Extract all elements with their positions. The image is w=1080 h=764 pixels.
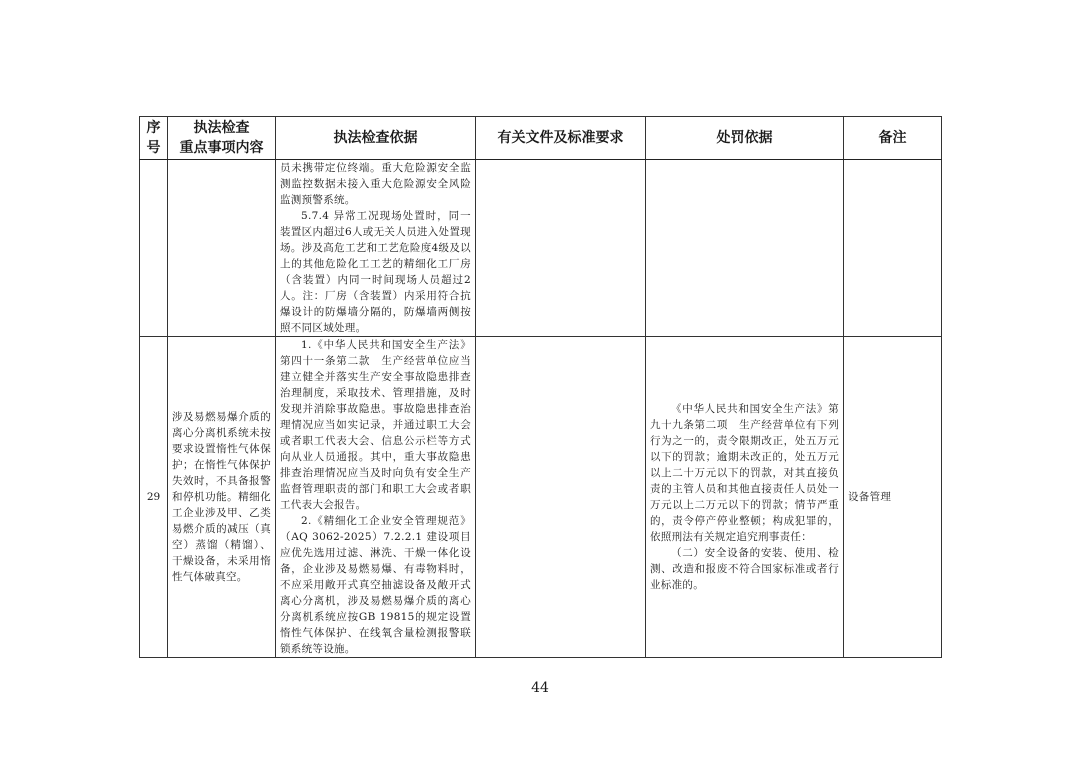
header-seq-line1: 序 (146, 120, 161, 136)
table-row (140, 160, 942, 337)
header-focus (168, 117, 276, 160)
row2-basis-p1: 1.《中华人民共和国安全生产法》第四十一条第二款 生产经营单位应当建立健全并落实生产安全事故隐患排查治理制度，采取技术、管理措施，及时发现并消除事故隐患。事故隐患排查治理情况应当如实记录，并通过职工大会或者职工代表大会、信息公示栏等方式向从业人员通报。其中，重大事故隐患排查治理情况应当及时向负有安全生产监督管理职责的部门和职工大会或者职工代表大会报告。 (280, 339, 471, 511)
header-seq (140, 117, 168, 160)
row1-basis-cell (276, 160, 476, 337)
header-basis: 执法检查依据 (276, 117, 476, 160)
header-standards: 有关文件及标准要求 (476, 117, 646, 160)
row1-basis-p2: 5.7.4 异常工况现场处置时，同一装置区内超过6人或无关人员进入处置现场。涉及高危工艺和工艺危险度4级及以上的其他危险化工工艺的精细化工厂房（含装置）内同一时间现场人员超过2人。注：厂房（含装置）内采用符合抗爆设计的防爆墙分隔的，防爆墙两侧按照不同区域处理。 (280, 210, 471, 334)
row2-basis-cell (276, 337, 476, 658)
row2-basis-p2: 2.《精细化工企业安全管理规范》（AQ 3062-2025）7.2.2.1 建设项目应优先选用过滤、淋洗、干燥一体化设备，企业涉及易燃易爆、有毒物料时，不应采用敞开式真空抽滤设备及敞开式离心分离机，涉及易燃易爆介质的离心分离机系统应按GB 19815的规定设置惰性气体保护、在线氧含量检测报警联锁系统等设施。 (280, 515, 471, 655)
row1-standards-cell (476, 160, 646, 337)
row2-seq-cell: 29 (140, 337, 168, 658)
row2-remarks-text: 设备管理 (848, 491, 892, 503)
inspection-table (139, 116, 942, 658)
header-focus-line2: 重点事项内容 (179, 140, 264, 156)
row1-basis-p1: 员未携带定位终端。重大危险源安全监测监控数据未接入重大危险源安全风险监测预警系统。 (280, 162, 471, 206)
row1-focus-cell (168, 160, 276, 337)
header-focus-line1: 执法检查 (193, 120, 250, 136)
row2-penalty-p2: （二）安全设备的安装、使用、检测、改造和报废不符合国家标准或者行业标准的。 (650, 547, 839, 591)
header-remarks: 备注 (844, 117, 942, 160)
row2-focus-cell (168, 337, 276, 658)
header-penalty: 处罚依据 (646, 117, 844, 160)
header-seq-line2: 号 (146, 140, 161, 156)
row2-standards-cell (476, 337, 646, 658)
row2-remarks-cell (844, 337, 942, 658)
row1-remarks-cell (844, 160, 942, 337)
row2-penalty-p1: 《中华人民共和国安全生产法》第九十九条第二项 生产经营单位有下列行为之一的，责令限期改正，处五万元以下的罚款；逾期未改正的，处五万元以上二十万元以下的罚款，对其直接负责的主管人员和其他直接责任人员处一万元以上二万元以下的罚款；情节严重的，责令停产停业整顿；构成犯罪的，依照刑法有关规定追究刑事责任： (650, 403, 839, 543)
row1-seq-cell (140, 160, 168, 337)
page-number: 44 (531, 680, 549, 696)
row2-focus-text: 涉及易燃易爆介质的离心分离机系统未按要求设置惰性气体保护；在惰性气体保护失效时，不具备报警和停机功能。精细化工企业涉及甲、乙类易燃介质的减压（真空）蒸馏（精馏）、干燥设备，未采用惰性气体破真空。 (172, 411, 271, 583)
row2-penalty-cell (646, 337, 844, 658)
table-header-row (140, 117, 942, 160)
row1-penalty-cell (646, 160, 844, 337)
table-row (140, 337, 942, 658)
